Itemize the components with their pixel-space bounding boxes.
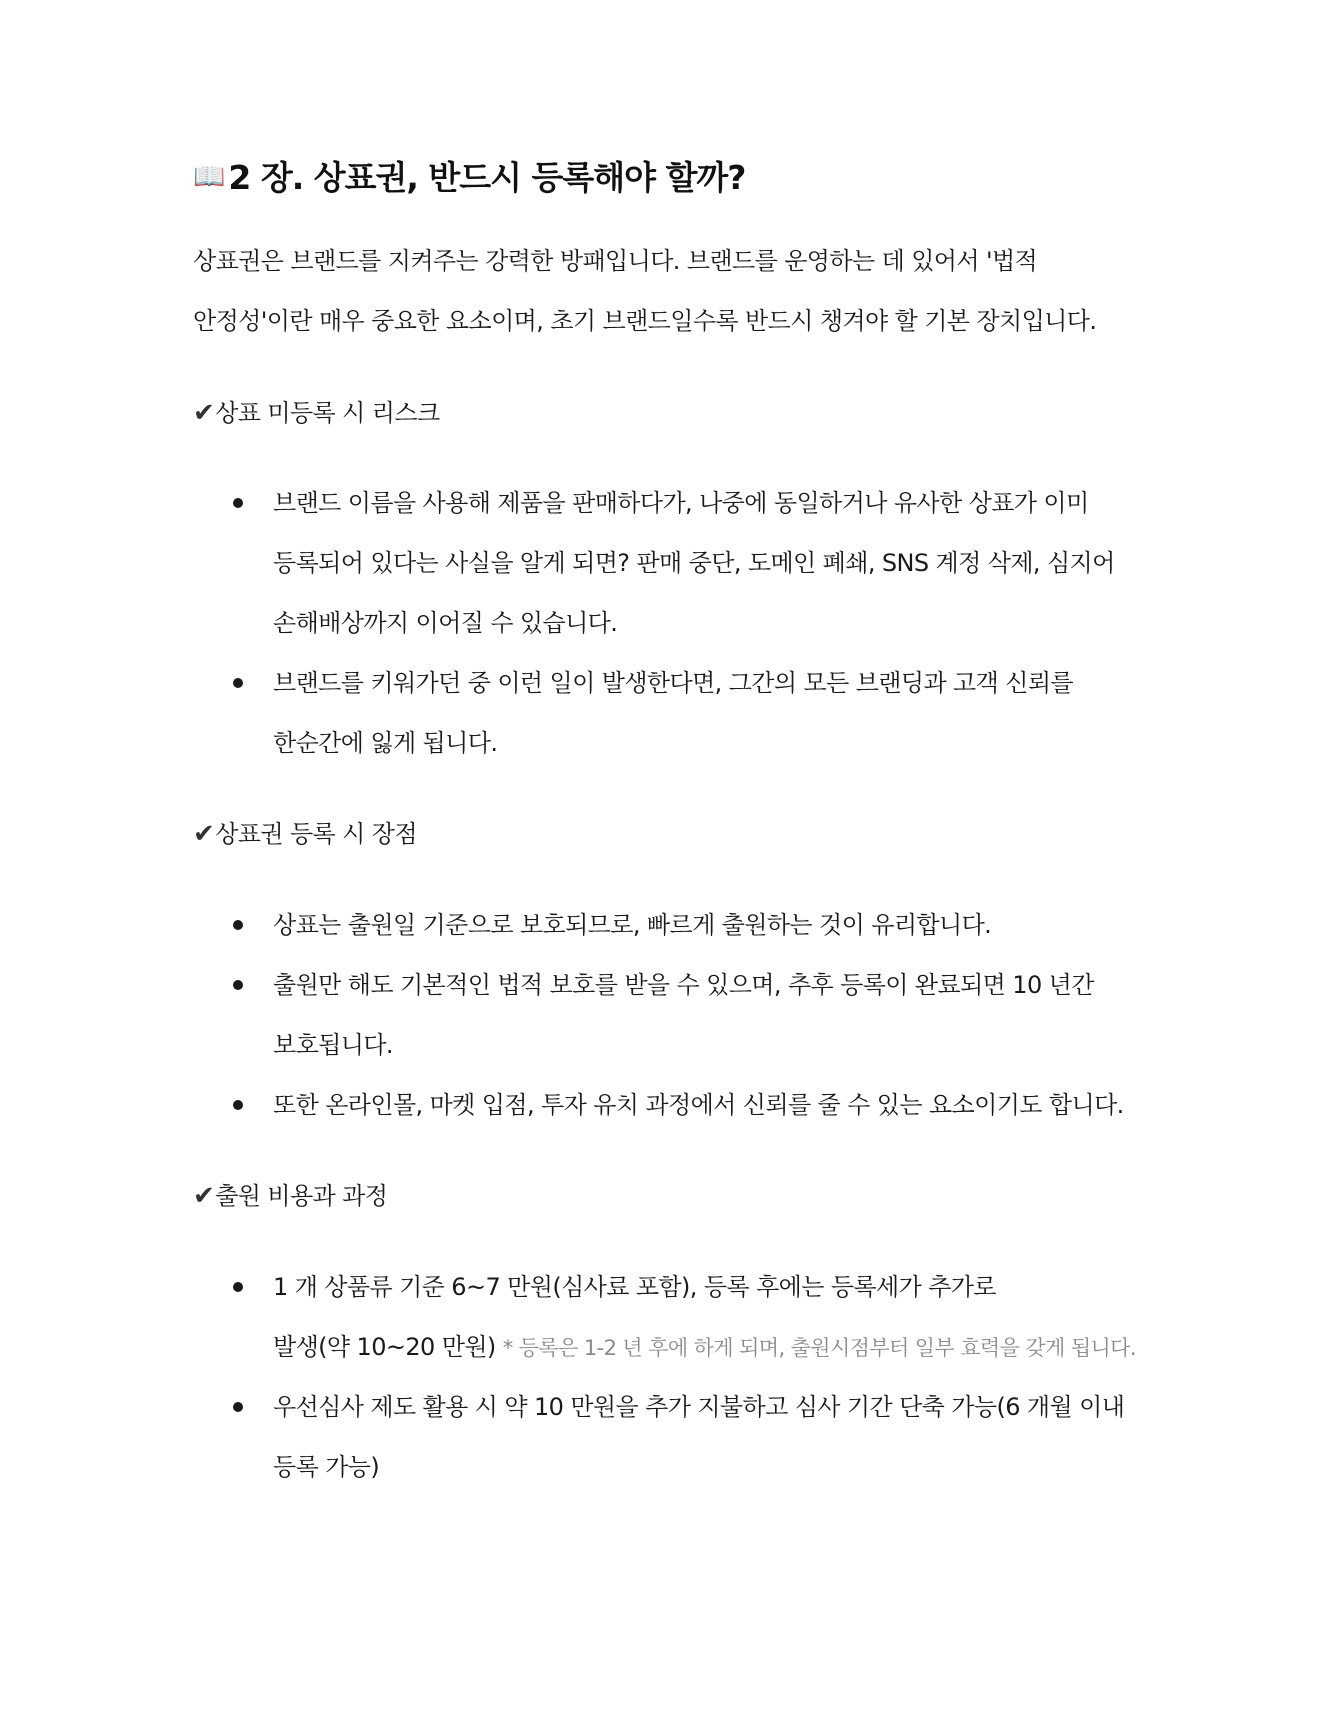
list-item-line: 한순간에 잃게 됩니다. <box>273 729 498 757</box>
list-item-line: 상표는 출원일 기준으로 보호되므로, 빠르게 출원하는 것이 유리합니다. <box>273 911 992 939</box>
section-heading-text: 상표 미등록 시 리스크 <box>215 399 440 427</box>
list-item-line: 우선심사 제도 활용 시 약 10 만원을 추가 지불하고 심사 기간 단축 가능(6 개월 이내 <box>273 1393 1125 1421</box>
list-item-line: 등록 가능) <box>273 1453 380 1481</box>
section-heading-text: 출원 비용과 과정 <box>215 1182 388 1210</box>
bullet-dot <box>233 1282 243 1292</box>
list-item-line: 브랜드 이름을 사용해 제품을 판매하다가, 나중에 동일하거나 유사한 상표가 이미 <box>273 489 1089 517</box>
footnote-note: * 등록은 1-2 년 후에 하게 되며, 출원시점부터 일부 효력을 갖게 됩니다. <box>502 1336 1136 1360</box>
section-heading-costs <box>193 1180 387 1212</box>
section-heading-text: 상표권 등록 시 장점 <box>215 820 417 848</box>
open-book-icon: 📖 <box>193 162 225 192</box>
bullet-dot <box>233 498 243 508</box>
list-item-line: 등록되어 있다는 사실을 알게 되면? 판매 중단, 도메인 폐쇄, SNS 계정 삭제, 심지어 <box>273 549 1115 577</box>
chapter-title <box>193 152 745 199</box>
list-item-line: 또한 온라인몰, 마켓 입점, 투자 유치 과정에서 신뢰를 줄 수 있는 요소이기도 합니다. <box>273 1091 1124 1119</box>
list-item-line: 보호됩니다. <box>273 1031 393 1059</box>
bullet-dot <box>233 920 243 930</box>
intro-line-2: 안정성'이란 매우 중요한 요소이며, 초기 브랜드일수록 반드시 챙겨야 할 기본 장치입니다. <box>193 307 1097 335</box>
list-item-line: 1 개 상품류 기준 6~7 만원(심사료 포함), 등록 후에는 등록세가 추가로 <box>273 1273 996 1301</box>
bullet-dot <box>233 678 243 688</box>
checkmark-icon: ✔ <box>193 819 215 849</box>
list-item-line: 손해배상까지 이어질 수 있습니다. <box>273 609 618 637</box>
list-item-text: 발생(약 10~20 만원) <box>273 1333 496 1361</box>
bullet-dot <box>233 1402 243 1412</box>
chapter-title-text: 2 장. 상표권, 반드시 등록해야 할까? <box>228 158 746 197</box>
bullet-dot <box>233 1100 243 1110</box>
checkmark-icon: ✔ <box>193 398 215 428</box>
section-heading-benefits <box>193 818 417 850</box>
list-item-line: 브랜드를 키워가던 중 이런 일이 발생한다면, 그간의 모든 브랜딩과 고객 신뢰를 <box>273 669 1074 697</box>
intro-line-1: 상표권은 브랜드를 지켜주는 강력한 방패입니다. 브랜드를 운영하는 데 있어서 '법적 <box>193 247 1038 275</box>
bullet-dot <box>233 980 243 990</box>
list-item-line <box>273 1331 1136 1364</box>
checkmark-icon: ✔ <box>193 1181 215 1211</box>
list-item-line: 출원만 해도 기본적인 법적 보호를 받을 수 있으며, 추후 등록이 완료되면 10 년간 <box>273 971 1094 999</box>
section-heading-risks <box>193 397 440 429</box>
